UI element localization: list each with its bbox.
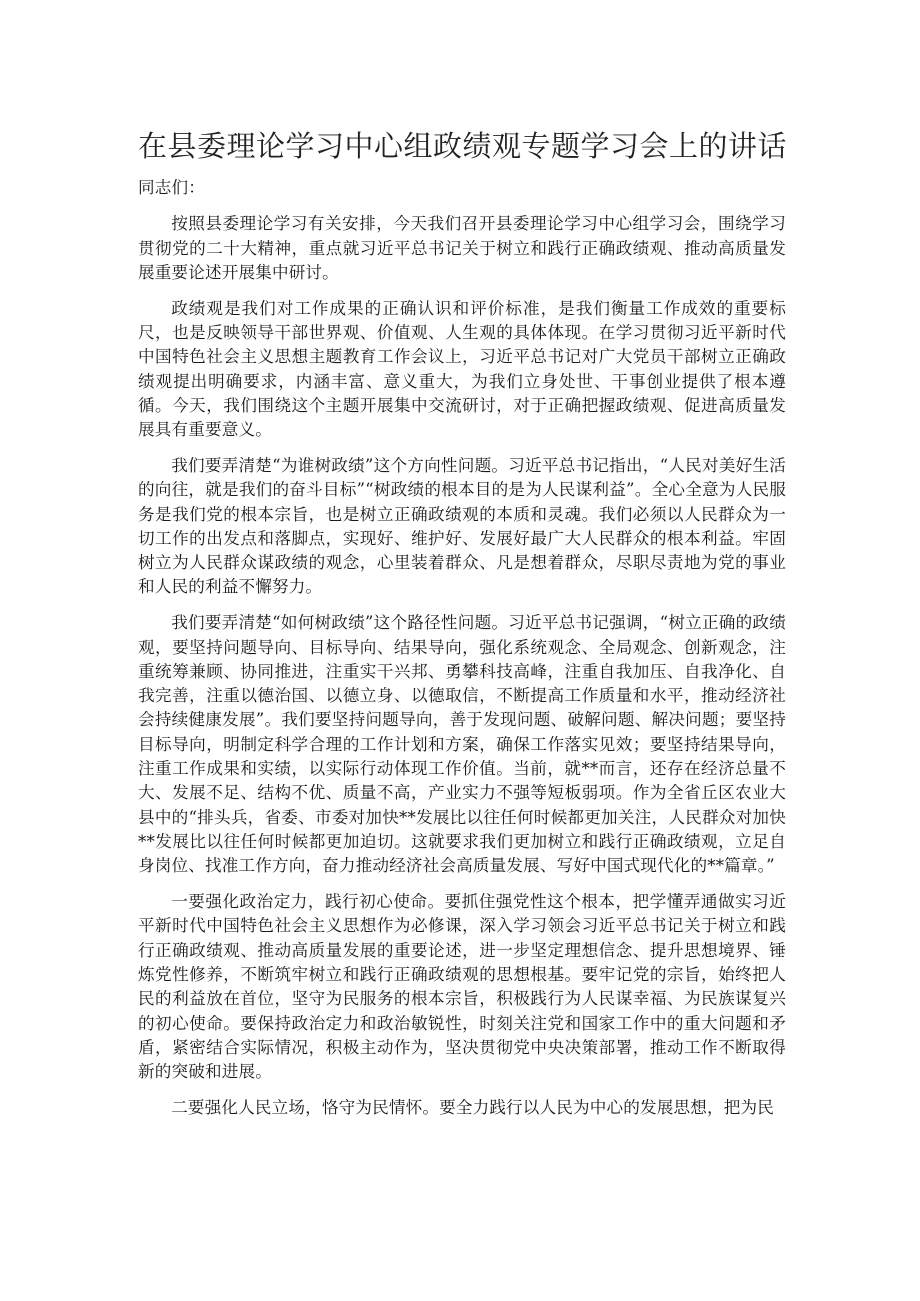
salutation: 同志们： (138, 178, 205, 197)
paragraph-point-two: 二要强化人民立场，恪守为民情怀。要全力践行以人民为中心的发展思想，把为民 (171, 1097, 774, 1117)
paragraph-how: 我们要弄清楚“如何树政绩”这个路径性问题。习近平总书记强调，“树立正确的政绩观，要坚持问题导向、目标导向、结果导向，强化系统观念、全局观念、创新观念，注重统筹兼顾、协同推进，注重实干兴邦、勇攀科技高峰，注重自我加压、自我净化、自我完善，注重以德治国、以德立身、以德取信，不断提高工作质量和水平，推动经济社会持续健康发展”。我们要坚持问题导向，善于发现问题、破解问题、解决问题；要坚持目标导向，明制定科学合理的工作计划和方案，确保工作落实见效；要坚持结果导向，注重工作成果和实绩，以实际行动体现工作价值。当前，就**而言，还存在经济总量不大、发展不足、结构不优、质量不高，产业实力不强等短板弱项。作为全省丘区农业大县中的“排头兵，省委、市委对加快**发展比以往任何时候都更加关注，人民群众对加快**发展比以往任何时候都更加迫切。这就要求我们更加树立和践行正确政绩观，立足自身岗位、找准工作方向，奋力推动经济社会高质量发展、写好中国式现代化的**篇章。” (138, 613, 786, 876)
document-title: 在县委理论学习中心组政绩观专题学习会上的讲话 (138, 129, 788, 163)
paragraph-for-whom: 我们要弄清楚“为谁树政绩”这个方向性问题。习近平总书记指出，“人民对美好生活的向往，就是我们的奋斗目标”“树政绩的根本目的是为人民谋利益”。全心全意为人民服务是我们党的根本宗旨，也是树立正确政绩观的本质和灵魂。我们必须以人民群众为一切工作的出发点和落脚点，实现好、维护好、发展好最广大人民群众的根本利益。牢固树立为人民群众谋政绩的观念，心里装着群众、凡是想着群众，尽职尽责地为党的事业和人民的利益不懈努力。 (138, 455, 786, 597)
paragraph-definition: 政绩观是我们对工作成果的正确认识和评价标准，是我们衡量工作成效的重要标尺，也是反映领导干部世界观、价值观、人生观的具体体现。在学习贯彻习近平新时代中国特色社会主义思想主题教育工作会议上，习近平总书记对广大党员干部树立正确政绩观提出明确要求，内涵丰富、意义重大，为我们立身处世、干事创业提供了根本遵循。今天，我们围绕这个主题开展集中交流研讨，对于正确把握政绩观、促进高质量发展具有重要意义。 (138, 298, 786, 440)
document-body (138, 176, 786, 1132)
paragraph-point-one: 一要强化政治定力，践行初心使命。要抓住强党性这个根本，把学懂弄通做实习近平新时代中国特色社会主义思想作为必修课，深入学习领会习近平总书记关于树立和践行正确政绩观、推动高质量发展的重要论述，进一步坚定理想信念、提升思想境界、锤炼党性修养，不断筑牢树立和践行正确政绩观的思想根基。要牢记党的宗旨，始终把人民的利益放在首位，坚守为民服务的根本宗旨，积极践行为人民谋幸福、为民族谋复兴的初心使命。要保持政治定力和政治敏锐性，时刻关注党和国家工作中的重大问题和矛盾，紧密结合实际情况，积极主动作为，坚决贯彻党中央决策部署，推动工作不断取得新的突破和进展。 (138, 892, 786, 1082)
paragraph-intro: 按照县委理论学习有关安排，今天我们召开县委理论学习中心组学习会，围绕学习贯彻党的二十大精神，重点就习近平总书记关于树立和践行正确政绩观、推动高质量发展重要论述开展集中研讨。 (138, 214, 786, 282)
